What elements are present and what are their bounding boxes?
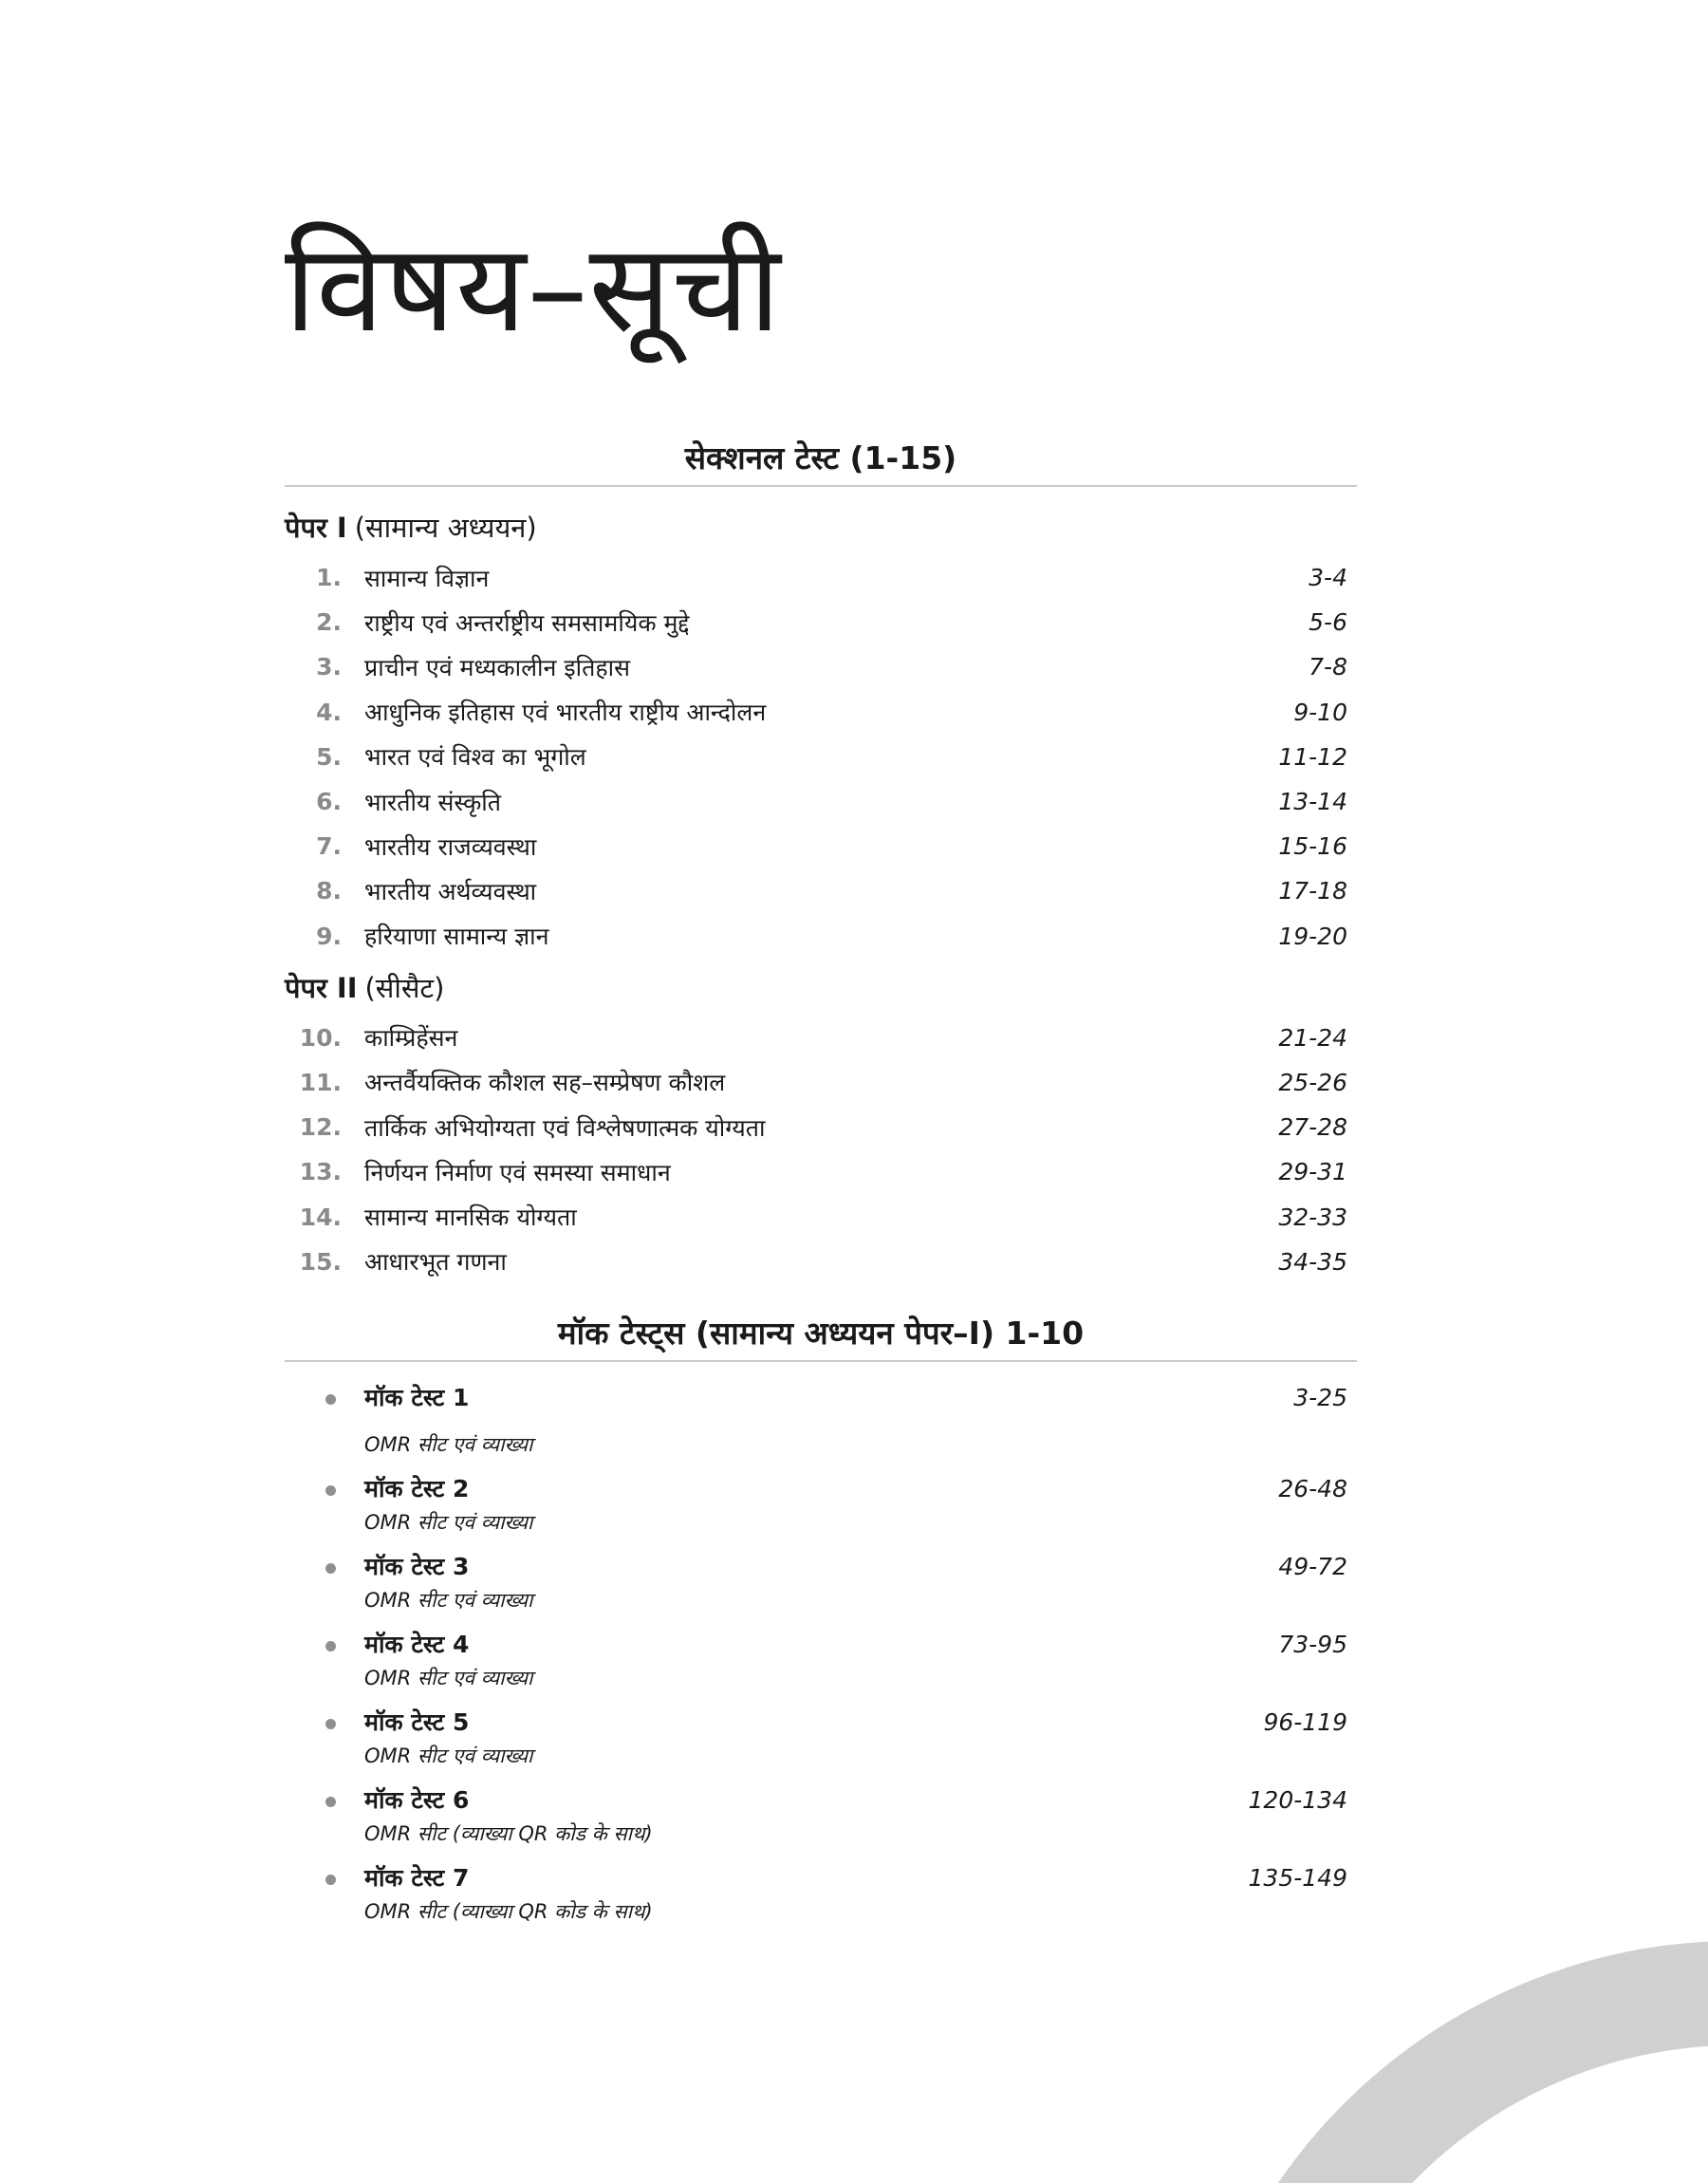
toc-number: 6. [316,788,342,816]
mock-test-subtitle: OMR सीट एवं व्याख्या [364,1588,533,1612]
mock-test-title: मॉक टेस्ट 2 [364,1474,470,1502]
paper-subtitle: (सीसैट) [364,971,445,1004]
bullet-icon [325,1394,336,1405]
paper-heading [285,961,1357,1016]
toc-label: सामान्य विज्ञान [364,564,490,592]
paper-name: पेपर II [285,971,358,1004]
toc-row [285,824,1357,868]
toc-row [285,1194,1357,1239]
toc-row [285,690,1357,735]
toc-pages: 13-14 [1278,788,1347,816]
toc-number: 7. [316,832,342,861]
mock-test-subtitle: OMR सीट एवं व्याख्या [364,1432,533,1456]
paper-2-items [285,1016,1357,1284]
toc-label: भारतीय संस्कृति [364,788,501,816]
paper-1-block [285,500,1357,959]
paper-2-block [285,961,1357,1284]
toc-label: भारतीय अर्थव्यवस्था [364,877,537,905]
toc-label: भारतीय राजव्यवस्था [364,832,537,861]
mock-test-subtitle: OMR सीट एवं व्याख्या [364,1666,533,1689]
toc-label: आधारभूत गणना [364,1248,507,1277]
toc-pages: 5-6 [1309,608,1347,637]
bullet-icon [325,1797,336,1807]
toc-pages: 27-28 [1278,1113,1347,1142]
toc-label: सामान्य मानसिक योग्यता [364,1203,577,1232]
mock-test-item [285,1859,1357,1937]
toc-row [285,1149,1357,1194]
table-of-contents [285,432,1357,1937]
toc-number: 5. [316,742,342,771]
toc-label: प्राचीन एवं मध्यकालीन इतिहास [364,653,630,681]
mock-test-subtitle: OMR सीट एवं व्याख्या [364,1510,533,1534]
mock-tests-list [285,1379,1357,1937]
bullet-icon [325,1875,336,1885]
toc-row [285,779,1357,824]
mock-test-title: मॉक टेस्ट 3 [364,1552,470,1580]
mock-test-pages: 49-72 [1278,1552,1347,1580]
mock-test-item [285,1379,1357,1470]
mock-test-pages: 73-95 [1278,1630,1347,1658]
mock-test-pages: 3-25 [1293,1383,1347,1411]
toc-pages: 25-26 [1278,1068,1347,1096]
mock-test-pages: 135-149 [1248,1863,1347,1892]
mock-test-item [285,1470,1357,1548]
toc-label: राष्ट्रीय एवं अन्तर्राष्ट्रीय समसामयिक मुद्दे [364,608,690,637]
toc-label: निर्णयन निर्माण एवं समस्या समाधान [364,1158,671,1186]
sectional-heading: सेक्शनल टेस्ट (1-15) [285,432,1357,487]
paper-1-items [285,555,1357,959]
mock-test-title: मॉक टेस्ट 1 [364,1383,470,1411]
mock-test-pages: 26-48 [1278,1474,1347,1502]
toc-label: अन्तर्वैयक्तिक कौशल सह–सम्प्रेषण कौशल [364,1069,726,1097]
toc-pages: 34-35 [1278,1247,1347,1276]
toc-label: भारत एवं विश्व का भूगोल [364,743,586,772]
toc-row [285,1105,1357,1149]
page-title: विषय–सूची [285,218,782,360]
toc-number: 13. [299,1158,342,1186]
toc-pages: 11-12 [1278,742,1347,771]
mock-test-title: मॉक टेस्ट 6 [364,1785,470,1814]
toc-number: 2. [316,608,342,637]
mock-test-item [285,1626,1357,1704]
toc-row [285,1016,1357,1060]
paper-name: पेपर I [285,512,347,544]
toc-pages: 9-10 [1293,698,1347,726]
toc-number: 14. [299,1203,342,1231]
toc-row [285,555,1357,600]
toc-number: 10. [299,1023,342,1052]
mock-tests-heading: मॉक टेस्ट्स (सामान्य अध्ययन पेपर–I) 1-10 [285,1307,1357,1362]
bullet-icon [325,1485,336,1496]
toc-number: 12. [299,1113,342,1142]
toc-label: तार्किक अभियोग्यता एवं विश्लेषणात्मक योग्यता [364,1113,766,1142]
toc-row [285,1240,1357,1284]
toc-pages: 19-20 [1278,922,1347,950]
toc-pages: 15-16 [1278,832,1347,861]
mock-test-subtitle: OMR सीट एवं व्याख्या [364,1744,533,1767]
mock-test-item [285,1782,1357,1859]
bullet-icon [325,1719,336,1729]
mock-test-title: मॉक टेस्ट 5 [364,1707,470,1736]
mock-test-pages: 120-134 [1248,1785,1347,1814]
toc-row [285,735,1357,779]
mock-test-title: मॉक टेस्ट 4 [364,1630,470,1658]
mock-test-subtitle: OMR सीट (व्याख्या QR कोड के साथ) [364,1821,653,1845]
toc-number: 4. [316,698,342,726]
toc-row [285,868,1357,913]
mock-test-subtitle: OMR सीट (व्याख्या QR कोड के साथ) [364,1899,653,1923]
mock-test-title: मॉक टेस्ट 7 [364,1863,470,1892]
toc-row [285,644,1357,689]
toc-pages: 21-24 [1278,1023,1347,1052]
toc-label: हरियाणा सामान्य ज्ञान [364,923,549,951]
paper-heading [285,500,1357,555]
toc-row [285,600,1357,644]
toc-pages: 3-4 [1309,564,1347,592]
toc-label: आधुनिक इतिहास एवं भारतीय राष्ट्रीय आन्दोलन [364,699,767,727]
toc-number: 3. [316,653,342,681]
toc-number: 8. [316,877,342,905]
toc-number: 1. [316,564,342,592]
toc-pages: 32-33 [1278,1203,1347,1231]
toc-pages: 17-18 [1278,877,1347,905]
toc-row [285,914,1357,959]
toc-label: काम्प्रिहेंसन [364,1024,458,1053]
toc-pages: 29-31 [1278,1158,1347,1186]
toc-number: 11. [299,1068,342,1096]
paper-subtitle: (सामान्य अध्ययन) [354,512,537,544]
mock-test-item [285,1704,1357,1782]
mock-test-item [285,1548,1357,1626]
toc-number: 15. [299,1247,342,1276]
toc-number: 9. [316,922,342,950]
toc-row [285,1060,1357,1105]
toc-pages: 7-8 [1309,653,1347,681]
bullet-icon [325,1641,336,1651]
bullet-icon [325,1563,336,1574]
mock-test-pages: 96-119 [1263,1707,1347,1736]
